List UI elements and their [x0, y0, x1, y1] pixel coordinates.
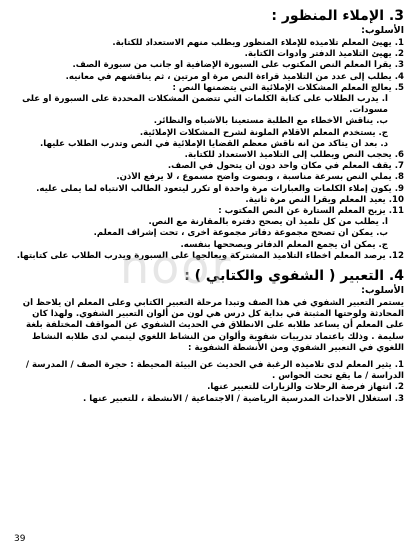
sub-step-line: ب. يمكن أن تصحح مجموعة دفاتر مجموعة أخرى ، تحت إشراف المعلم.	[93, 228, 388, 239]
step-line: 10. يعيد المعلم ويقرأ النص مرة ثانية.	[245, 194, 404, 205]
activity-line: 1. يثير المعلم لدى تلاميذه الرغبة في الحديث عن البيئة المحيطة : حجرة الصف / المدرسة / الدراسة / ما يقع تحت الحواس .	[25, 360, 404, 382]
activity-line: 2. انتهاز فرصة الرحلات والزيارات للتعبير عنها.	[207, 382, 404, 393]
step-line: 3. يقرأ المعلم النص المكتوب على السبورة الإضافية أو جانب من سبورة الصف.	[72, 60, 404, 71]
step-line: 6. يحجب النص ويطلب إلى التلاميذ الاستعداد للكتابة.	[184, 150, 404, 161]
section-4-title: 4. التعبير ( الشفوي والكتابي ) :	[184, 268, 404, 285]
section-4-content	[12, 298, 404, 405]
step-line: 4. يطلب إلى عدد من التلاميذ قراءة النص مرة أو مرتين ، ثم يناقشهم في معانيه.	[65, 71, 404, 82]
sub-step-line: أ. يدرب الطلاب على كتابة الكلمات التي تتضمن المشكلات المحددة على السبورة أو على مسودات.	[22, 94, 388, 116]
section-3-method-label: الأسلوب:	[361, 25, 404, 36]
step-line: 5. يعالج المعلم المشكلات الإملائية التي يتضمنها النص :	[172, 82, 404, 93]
sub-step-line: ج. يمكن أن يجمع المعلم الدفاتر ويصححها بنفسه.	[180, 239, 388, 250]
watermark: noor	[120, 240, 233, 294]
sub-step-line: ج. يستخدم المعلم الأقلام الملونة لشرح المشكلات الإملائية.	[139, 127, 388, 138]
activity-line: 3. استغلال الأحداث المدرسية الرياضية / الاجتماعية / الأنشطة ، للتعبير عنها .	[82, 393, 404, 404]
step-line: 11. يزيح المعلم الستارة عن النص المكتوب :	[218, 206, 404, 217]
intro-paragraph: يستمر التعبير الشفوي في هذا الصف وتبدأ مرحلة التعبير الكتابي وعلى المعلم أن يلاحظ أن المحادثة ولوحتها المثبتة في بداية كل درس هي لون من ألوان التعبير الشفوي. ولهذا كان على المعلم أن يساعد طلابه على الانطلاق في الحديث الشفوي عن المواقف المختلفة بلغة سليمة . وذلك باعتماد تدريبات شفوية وألوان من النشاط اللغوي لينمي لدى طلابه النشاط اللغوي في التعبير الشفوي ومن الأنشطة الشفوية :	[22, 298, 404, 353]
section-3-title: 3. الإملاء المنظور :	[271, 8, 404, 24]
step-line: 2. يهيئ التلاميذ الدفتر وأدوات الكتابة.	[244, 49, 404, 60]
step-line: 9. يكون إملاء الكلمات والعبارات مرة واحدة أو تكرر ليتعود الطالب الانتباه لما يملى عليه.	[36, 183, 404, 194]
sub-step-line: ب. يناقش الأخطاء مع الطلبة مستعينا بالأشباه والنظائر.	[153, 116, 388, 127]
step-line: 7. يقف المعلم في مكان واحد دون أن يتحول في الصف.	[167, 161, 404, 172]
page-number: 39	[14, 534, 26, 544]
section-3-steps	[12, 38, 404, 262]
step-line: 1. يهيئ المعلم تلاميذه للإملاء المنظور ويطلب منهم الاستعداد للكتابة.	[112, 38, 404, 48]
sub-step-line: أ. يطلب من كل تلميذ أن يصحح دفتره بالمقارنة مع النص.	[148, 217, 388, 228]
step-line: 12. يرصد المعلم أخطاء التلاميذ المشتركة ويعالجها على السبورة ويدرب الطلاب على كتابتها.	[16, 250, 404, 261]
sub-step-line: د. بعد أن يتأكد من أنه ناقش معظم القضايا الإملائية في النص وتدرب الطلاب عليها.	[40, 138, 388, 149]
section-4-method-label: الأسلوب:	[361, 285, 404, 297]
step-line: 8. يملي النص بسرعة مناسبة ، وبصوت واضح مسموع ، لا يرفع الأذن.	[116, 172, 404, 183]
